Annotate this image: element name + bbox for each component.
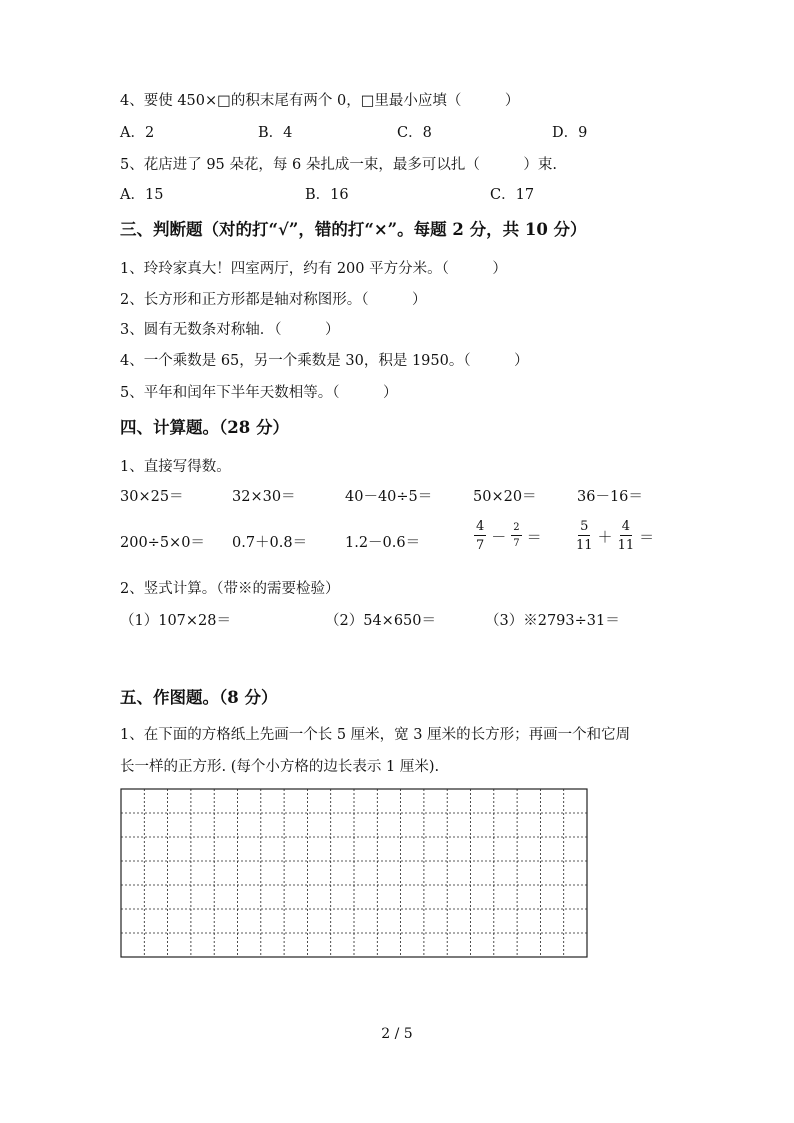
equals: ＝ — [639, 527, 655, 546]
page-number: 2 / 5 — [381, 1026, 413, 1042]
calc-item: 200÷5×0＝ — [120, 535, 205, 551]
calc-item: 0.7＋0.8＝ — [232, 535, 308, 551]
numerator: 4 — [621, 519, 630, 534]
judge-item-4: 4、一个乘数是 65，另一个乘数是 30，积是 1950。（ ） — [120, 353, 529, 369]
question-4-stem: 4、要使 450×□的积末尾有两个 0，□里最小应填（ ） — [120, 93, 520, 109]
option-b: B．4 — [258, 125, 293, 141]
judge-item-2: 2、长方形和正方形都是轴对称图形。（ ） — [120, 292, 427, 308]
operator: － — [491, 527, 507, 546]
numerator: 2 — [511, 523, 521, 536]
calc-sub-1: 1、直接写得数。 — [120, 459, 231, 475]
calc-item: 1.2－0.6＝ — [345, 535, 421, 551]
calc-item: 30×25＝ — [120, 489, 184, 505]
calc-item: 40－40÷5＝ — [345, 489, 433, 505]
option-c: C．17 — [490, 187, 535, 203]
vertical-calc-item: （2）54×650＝ — [325, 613, 437, 629]
option-a: A．2 — [120, 125, 155, 141]
calc-item: 50×20＝ — [473, 489, 537, 505]
operator: ＋ — [597, 527, 613, 546]
draw-question-line-2: 长一样的正方形. (每个小方格的边长表示 1 厘米). — [120, 759, 440, 775]
denominator: 7 — [513, 538, 520, 549]
draw-question-line-1: 1、在下面的方格纸上先画一个长 5 厘米，宽 3 厘米的长方形；再画一个和它周 — [120, 727, 631, 743]
numerator: 4 — [476, 519, 485, 534]
calc-sub-2: 2、竖式计算。（带※的需要检验） — [120, 581, 340, 597]
calc-item: 32×30＝ — [232, 489, 296, 505]
fraction — [474, 520, 486, 552]
fraction — [618, 520, 635, 552]
denominator: 7 — [476, 538, 485, 553]
fraction — [511, 523, 521, 549]
fraction-expression-2 — [574, 520, 657, 552]
judge-item-5: 5、平年和闰年下半年天数相等。（ ） — [120, 385, 398, 401]
denominator: 11 — [576, 538, 593, 553]
option-b: B．16 — [305, 187, 349, 203]
option-a: A．15 — [120, 187, 164, 203]
fraction-expression-1 — [472, 520, 545, 552]
fraction — [576, 520, 593, 552]
judge-item-3: 3、圆有无数条对称轴．（ ） — [120, 322, 340, 338]
calc-item: 36－16＝ — [577, 489, 643, 505]
vertical-calc-item: （1）107×28＝ — [120, 613, 232, 629]
section-3-heading: 三、判断题（对的打“√”，错的打“×”。每题 2 分，共 10 分） — [120, 220, 587, 239]
section-5-heading: 五、作图题。（8 分） — [120, 688, 278, 707]
judge-item-1: 1、玲玲家真大！四室两厅，约有 200 平方分米。（ ） — [120, 261, 507, 277]
grid-paper[interactable] — [120, 788, 588, 958]
numerator: 5 — [580, 519, 589, 534]
vertical-calc-item: （3）※2793÷31＝ — [485, 613, 620, 629]
section-4-heading: 四、计算题。（28 分） — [120, 418, 289, 437]
equals: ＝ — [526, 527, 542, 546]
denominator: 11 — [617, 538, 635, 553]
option-c: C．8 — [397, 125, 432, 141]
option-d: D．9 — [552, 125, 588, 141]
question-5-stem: 5、花店进了 95 朵花，每 6 朵扎成一束，最多可以扎（ ）束. — [120, 157, 557, 173]
